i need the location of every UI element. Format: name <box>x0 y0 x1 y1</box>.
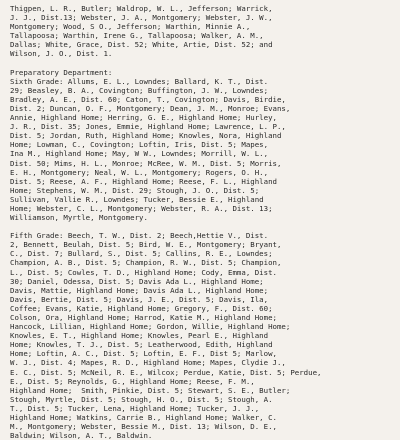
text-line: Dist. 5; Reese, A. F., Highland Home; Reese, F. L., Highland <box>10 176 277 186</box>
text-line: C., Dist. 7; Bullard, S., Dist. 5; Callins, R. E., Lowndes; <box>10 249 273 259</box>
text-line: Davis, Mattie, Highland Home; Davis Ada L., Highland Home; <box>10 285 269 295</box>
text-line: Dist. 2; Duncan, O. F., Montgomery; Dean, J. M., Monroe; Evans, <box>10 103 291 113</box>
section-heading: Preparatory Department: <box>10 67 113 77</box>
text-line: Home; Knowles, T. J., Dist. 5; Leatherwood, Edith, Highland <box>10 340 273 350</box>
text-line: Dist. 50; Mims, H. L., Monroe; McRee, W. M., Dist. 5; Morris, <box>10 158 282 168</box>
text-line: E., Dist. 5; Reynolds, G., Highland Home; Reese, F. M., <box>10 376 255 386</box>
text-line: Davis, Bertie, Dist. 5; Davis, J. E., Dist. 5; Davis, Ila, <box>10 294 269 304</box>
text-line: Montgomery; Wood, S O., Jefferson; Warthin, Minnie A., <box>10 22 251 32</box>
text-line: Dist. 5; Jordan, Ruth, Highland Home; Knowles, Nora, Highland <box>10 131 282 141</box>
text-line: Baldwin; Wilson, A. T., Baldwin. <box>10 431 153 440</box>
text-line: Sixth Grade: Allums, E. L., Lowndes; Ballard, K. T., Dist. <box>10 76 269 86</box>
text-line: J. J., Dist.13; Webster, J. A., Montgomery; Webster, J. W., <box>10 13 273 23</box>
text-line: Champion, A. B., Dist. 5; Champion, R. W., Dist. 5; Champion, <box>10 258 282 268</box>
text-line: Wilson, J. O., Dist. 1. <box>10 49 113 59</box>
text-line: Hancock, Lillian, Highland Home; Gordon, Willie, Highland Home; <box>10 322 291 332</box>
text-line: Dallas; White, Grace, Dist. 52; White, Artie, Dist. 52; and <box>10 40 273 50</box>
text-line: W. J., Dist. 4; Mapes, R. D., Highland Home; Mapes, Clydie J., <box>10 358 286 368</box>
text-line: 2, Bennett, Beulah, Dist. 5; Bird, W. E., Montgomery; Bryant, <box>10 240 282 250</box>
text-line: Tallapoosa; Warthin, Irene G., Tallapoosa; Walker, A. M., <box>10 31 264 41</box>
text-line: Highland Home; Smith, Pinkie, Dist. 5; Stewart, S. E., Butler; <box>10 385 291 395</box>
text-line: Home; Stephens, W. M., Dist. 29; Stough, J. O., Dist. 5; <box>10 185 260 195</box>
text-line: Sullivan, Vallie R., Lowndes; Tucker, Bessie E., Highland <box>10 194 264 204</box>
text-line: Knowles, E. T., Highland Home; Knowles, Pearl E., Highland <box>10 331 269 341</box>
text-line: Thigpen, L. R., Butler; Waldrop, W. L., Jefferson; Warrick, <box>10 4 273 13</box>
text-line: Home; Loftin, A. C., Dist. 5; Loftin, E. F., Dist 5; Marlow, <box>10 349 277 359</box>
text-line: E. C., Dist. 5; McNeil, R. E., Wilcox; Perdue, Katie, Dist. 5; Perdue, <box>10 367 322 377</box>
text-line: Annie, Highland Home; Herring, G. E., Highland Home; Hurley, <box>10 113 277 123</box>
paragraph-gap <box>10 59 392 68</box>
text-line: Ina M., Highland Home; May, W W., Lowndes; Morrill, W. L., <box>10 149 269 159</box>
sixth-grade-paragraph <box>10 77 392 223</box>
text-line: Williamson, Myrtle, Montgomery. <box>10 213 148 223</box>
text-line: T., Dist. 5; Tucker, Lena, Highland Home; Tucker, J. J., <box>10 403 260 413</box>
paragraph-gap <box>10 222 392 231</box>
text-line: Bradley, A. E., Dist. 60; Caton, T., Covington; Davis, Birdie, <box>10 94 286 104</box>
text-line: M., Montgomery; Webster, Bessie M., Dist. 13; Wilson, D. E., <box>10 422 277 432</box>
text-line: Highland Home; Watkins, Carrie B., Highland Home; Walker, C. <box>10 413 277 423</box>
text-line: J. R., Dist. 35; Jones, Emmie, Highland Home; Lawrence, L. P., <box>10 122 286 132</box>
text-line: E. H., Montgomery; Neal, W. L., Montgomery; Rogers, O. H., <box>10 167 269 177</box>
fifth-grade-paragraph <box>10 231 392 440</box>
text-line: 29; Beasley, B. A., Covington; Buffington, J. W., Lowndes; <box>10 85 269 95</box>
text-line: 30; Daniel, Odessa, Dist. 5; Davis Ada L., Highland Home; <box>10 276 264 286</box>
text-line: Colson, Ora, Highland Home; Harrod, Katie M., Highland Home; <box>10 313 277 322</box>
text-line: Stough, Myrtle, Dist. 5; Stough, H. O., Dist. 5; Stough, A. <box>10 394 273 404</box>
text-line: L., Dist. 5; Cowles, T. D., Highland Home; Cody, Emma, Dist. <box>10 267 277 277</box>
text-line: Coffee; Evans, Katie, Highland Home; Gregory, F., Dist. 60; <box>10 303 273 313</box>
text-line: Fifth Grade: Beech, T. W., Dist. 2; Beech,Hettie V., Dist. <box>10 231 269 241</box>
text-line: Home; Lowman, C., Covington; Loftin, Iris, Dist. 5; Mapes, <box>10 140 269 150</box>
intro-paragraph <box>10 4 392 59</box>
text-line: Home; Webster, C. L., Montgomery; Webster, R. A., Dist. 13; <box>10 203 273 213</box>
